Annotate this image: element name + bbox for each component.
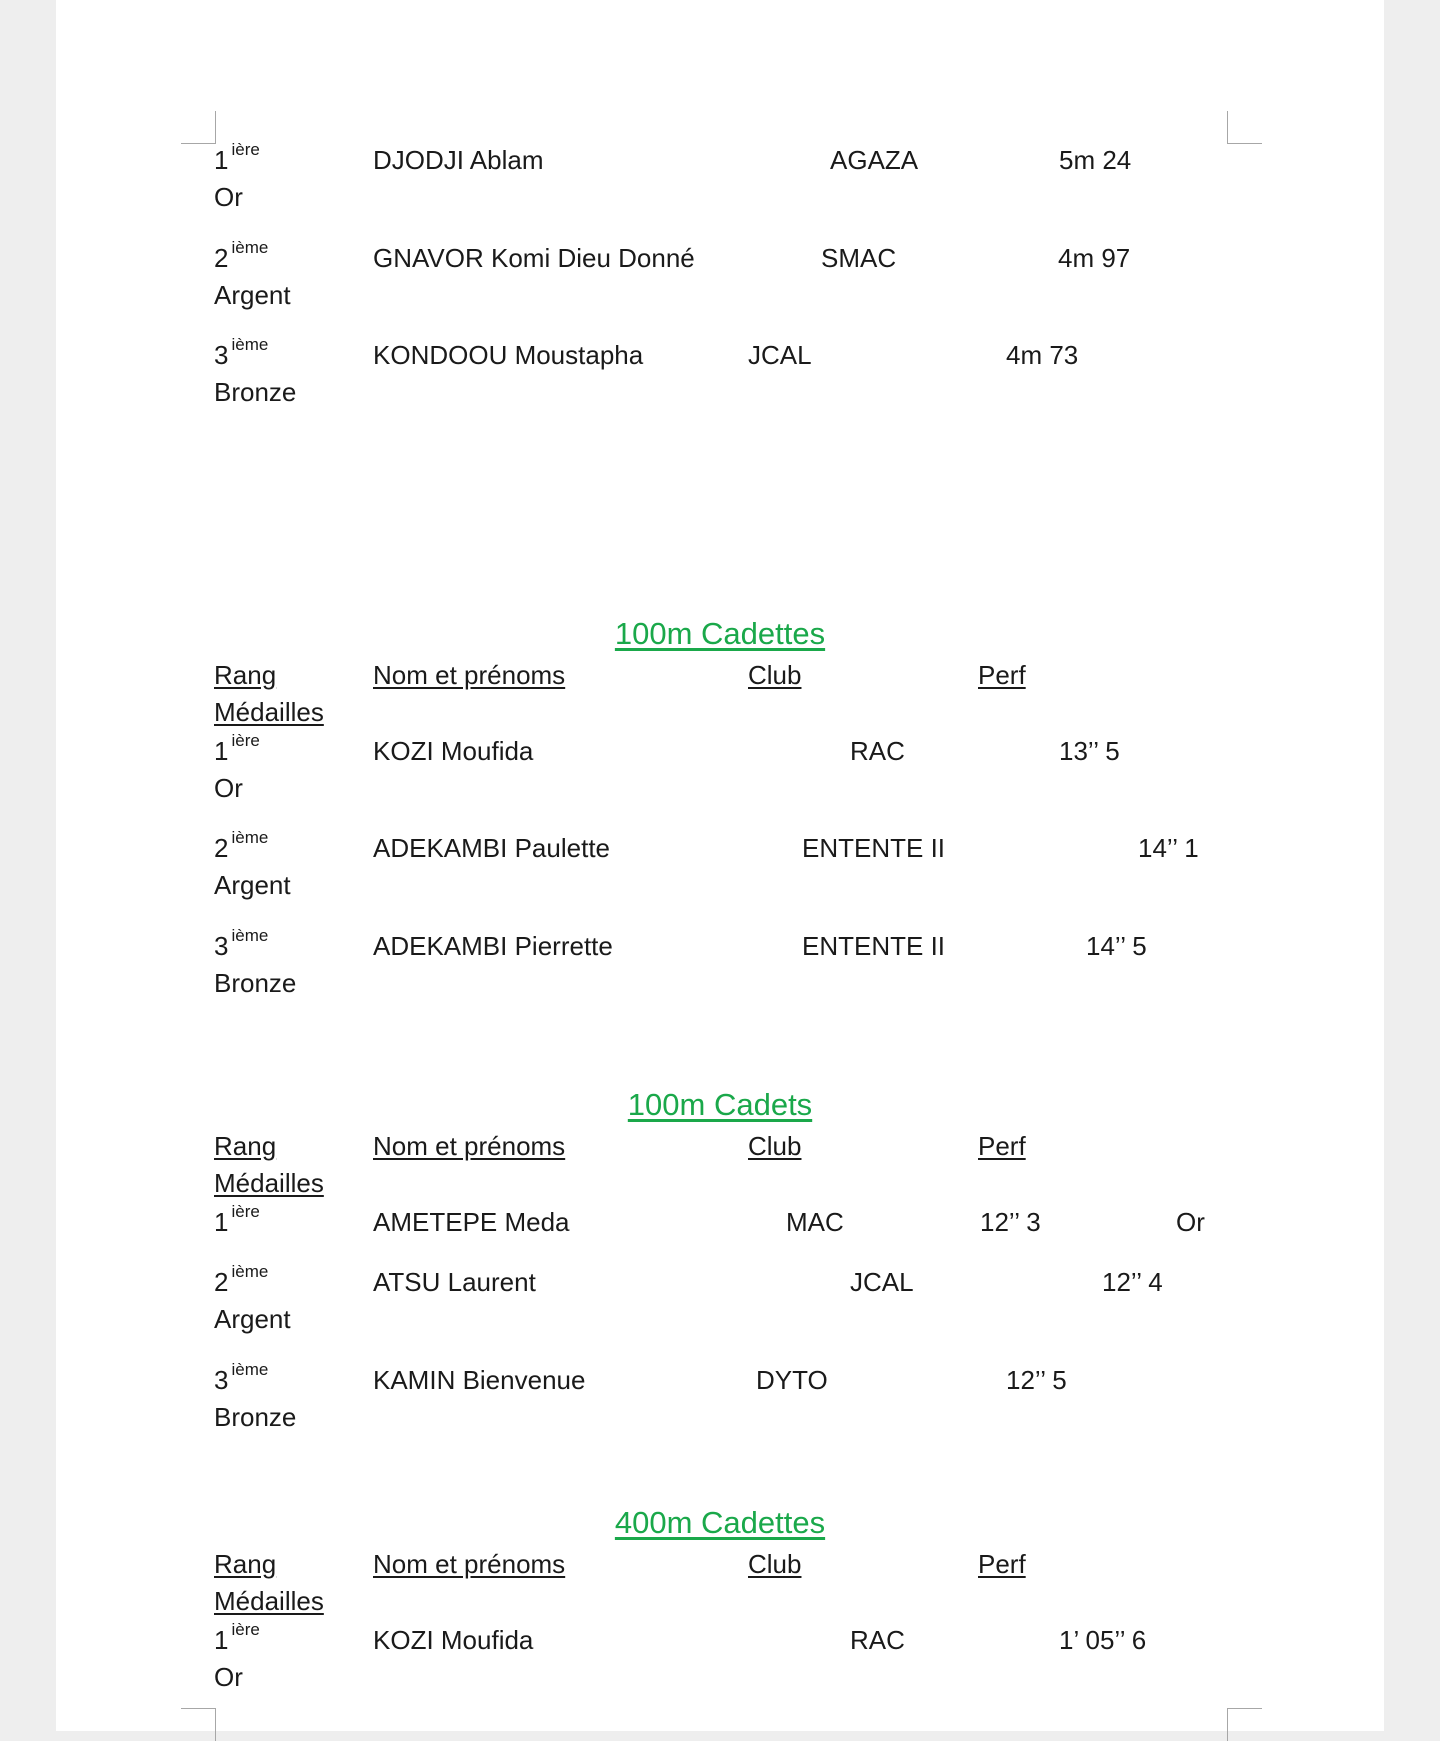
section-title: 100m Cadets	[627, 1087, 813, 1122]
header-perf: Perf	[978, 1131, 1026, 1161]
perf-cell: 5m 24	[1059, 145, 1132, 175]
header-club: Club	[748, 660, 802, 690]
rank-cell: 1 $^{ière}$	[214, 731, 260, 766]
medal-cell: Or	[1176, 1207, 1205, 1237]
header-perf: Perf	[978, 1549, 1026, 1579]
header-medailles: Médailles	[214, 1586, 324, 1616]
header-rang: Rang	[214, 1549, 277, 1579]
header-perf: Perf	[978, 660, 1026, 690]
header-nom: Nom et prénoms	[373, 660, 566, 690]
medal-cell: Bronze	[214, 968, 297, 998]
medal-cell: Argent	[214, 1304, 291, 1334]
rank-cell: 1 $^{ière}$	[214, 1620, 260, 1655]
perf-cell: 13’’ 5	[1059, 736, 1120, 766]
rank-cell: 1 $^{ière}$	[214, 1202, 260, 1237]
perf-cell: 12’’ 5	[1006, 1365, 1067, 1395]
club-cell: AGAZA	[830, 145, 919, 175]
athlete-name: KOZI Moufida	[373, 736, 534, 766]
club-cell: SMAC	[821, 243, 897, 273]
athlete-name: ADEKAMBI Paulette	[373, 833, 610, 863]
header-nom: Nom et prénoms	[373, 1131, 566, 1161]
rank-cell: 3 $^{ième}$	[214, 335, 269, 370]
perf-cell: 4m 97	[1058, 243, 1131, 273]
rank-cell: 1 $^{ière}$	[214, 140, 260, 175]
medal-cell: Bronze	[214, 1402, 297, 1432]
rank-cell: 2 $^{ième}$	[214, 1262, 269, 1297]
section-title: 100m Cadettes	[614, 616, 826, 651]
document-page	[56, 0, 1384, 1731]
athlete-name: AMETEPE Meda	[373, 1207, 570, 1237]
rank-cell: 3 $^{ième}$	[214, 926, 269, 961]
medal-cell: Or	[214, 773, 243, 803]
athlete-name: ATSU Laurent	[373, 1267, 536, 1297]
athlete-name: ADEKAMBI Pierrette	[373, 931, 613, 961]
corner-mark-bottom-right	[1227, 1708, 1262, 1741]
perf-cell: 12’’ 4	[1102, 1267, 1163, 1297]
medal-cell: Argent	[214, 870, 291, 900]
rank-cell: 3 $^{ième}$	[214, 1360, 269, 1395]
perf-cell: 4m 73	[1006, 340, 1079, 370]
club-cell: DYTO	[756, 1365, 828, 1395]
athlete-name: KAMIN Bienvenue	[373, 1365, 586, 1395]
header-club: Club	[748, 1131, 802, 1161]
club-cell: RAC	[850, 736, 905, 766]
medal-cell: Bronze	[214, 377, 297, 407]
header-rang: Rang	[214, 660, 277, 690]
athlete-name: DJODJI Ablam	[373, 145, 544, 175]
athlete-name: GNAVOR Komi Dieu Donné	[373, 243, 695, 273]
athlete-name: KONDOOU Moustapha	[373, 340, 644, 370]
perf-cell: 1’ 05’’ 6	[1059, 1625, 1147, 1655]
header-nom: Nom et prénoms	[373, 1549, 566, 1579]
rank-cell: 2 $^{ième}$	[214, 828, 269, 863]
perf-cell: 12’’ 3	[980, 1207, 1041, 1237]
header-club: Club	[748, 1549, 802, 1579]
club-cell: MAC	[786, 1207, 844, 1237]
header-medailles: Médailles	[214, 697, 324, 727]
medal-cell: Or	[214, 182, 243, 212]
club-cell: RAC	[850, 1625, 905, 1655]
perf-cell: 14’’ 5	[1086, 931, 1147, 961]
club-cell: ENTENTE II	[802, 833, 946, 863]
corner-mark-top-right	[1227, 111, 1262, 144]
club-cell: JCAL	[850, 1267, 914, 1297]
athlete-name: KOZI Moufida	[373, 1625, 534, 1655]
perf-cell: 14’’ 1	[1138, 833, 1199, 863]
club-cell: JCAL	[748, 340, 812, 370]
header-rang: Rang	[214, 1131, 277, 1161]
medal-cell: Argent	[214, 280, 291, 310]
corner-mark-top-left	[181, 111, 216, 144]
rank-cell: 2 $^{ième}$	[214, 238, 269, 273]
club-cell: ENTENTE II	[802, 931, 946, 961]
header-medailles: Médailles	[214, 1168, 324, 1198]
corner-mark-bottom-left	[181, 1708, 216, 1741]
medal-cell: Or	[214, 1662, 243, 1692]
section-title: 400m Cadettes	[614, 1505, 826, 1540]
